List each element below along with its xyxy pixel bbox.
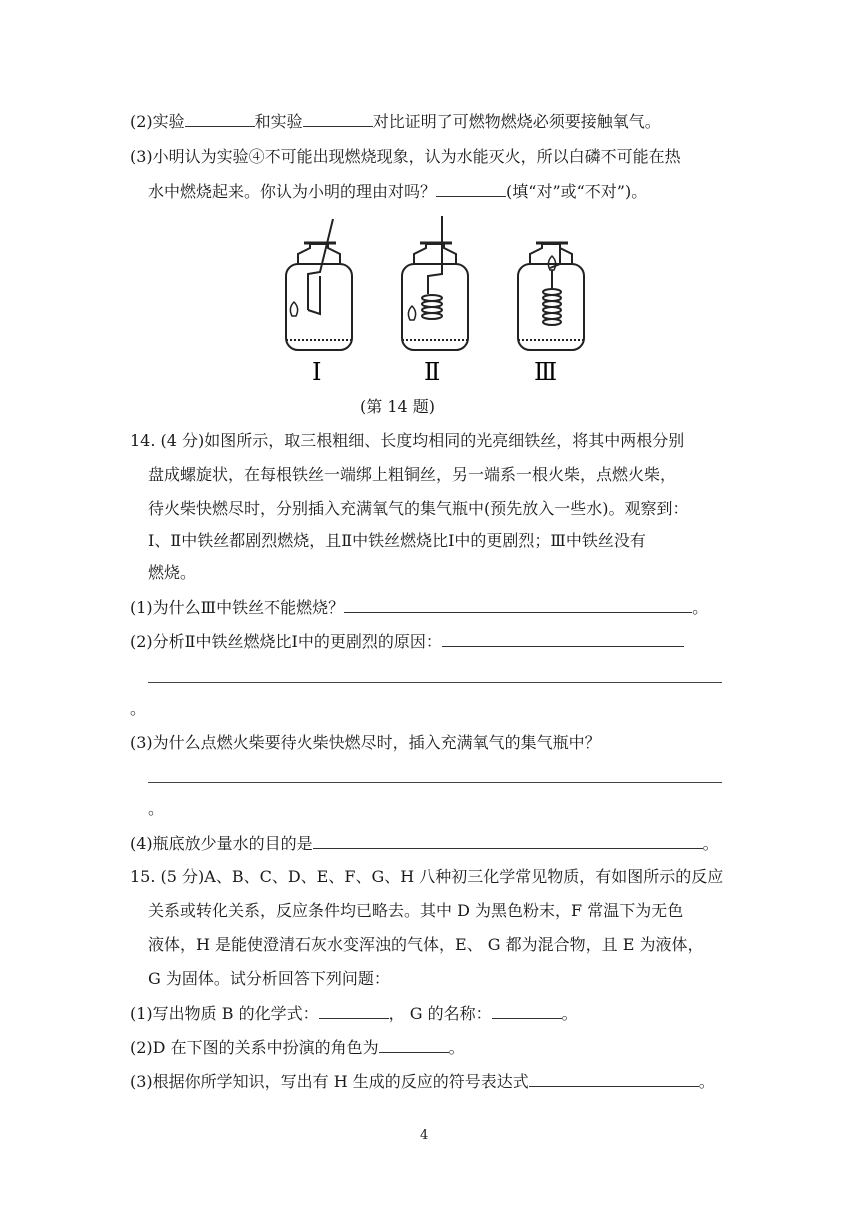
figure-label-3: Ⅲ — [534, 358, 558, 386]
answer-blank[interactable] — [379, 1036, 449, 1053]
answer-blank[interactable] — [319, 1002, 389, 1019]
q15-sub3: (3)根据你所学知识，写出有 H 生成的反应的符号表达式 。 — [130, 1072, 715, 1091]
q14-sub2-end: 。 — [130, 699, 147, 718]
gas-jar-figure — [268, 214, 588, 386]
q15-line1: 15. (5 分)A、B、C、D、E、F、G、H 八种初三化学常见物质，有如图所示的反应 — [130, 867, 724, 886]
jar-1-icon — [286, 219, 352, 350]
q13-part2: (2)实验 和实验 对比证明了可燃物燃烧必须要接触氧气。 — [130, 112, 661, 131]
q14-line1: 14. (4 分)如图所示，取三根粗细、长度均相同的光亮细铁丝，将其中两根分别 — [130, 431, 685, 450]
answer-line[interactable] — [148, 782, 722, 783]
answer-blank[interactable] — [529, 1070, 699, 1087]
q15-line2: 关系或转化关系，反应条件均已略去。其中 D 为黑色粉末，F 常温下为无色 — [148, 901, 684, 920]
q13-part3-line2: 水中燃烧起来。你认为小明的理由对吗？ (填“对”或“不对”)。 — [148, 182, 648, 201]
page-number: 4 — [420, 1128, 429, 1143]
jar-2-icon — [402, 216, 468, 350]
q14-sub2: (2)分析Ⅱ中铁丝燃烧比Ⅰ中的更剧烈的原因： — [130, 630, 684, 653]
figure-label-1: Ⅰ — [312, 358, 322, 386]
q13-part3-line1: (3)小明认为实验④不可能出现燃烧现象，认为水能灭火，所以白磷不可能在热 — [130, 147, 681, 166]
q15-sub2: (2)D 在下图的关系中扮演的角色为 。 — [130, 1038, 465, 1057]
q14-sub3-end: 。 — [148, 799, 165, 818]
answer-blank[interactable] — [436, 180, 506, 197]
q15-line3: 液体，H 是能使澄清石灰水变浑浊的气体，E、 G 都为混合物，且 E 为液体， — [148, 935, 704, 954]
figure-label-2: Ⅱ — [424, 358, 441, 386]
q14-line2: 盘成螺旋状，在每根铁丝一端绑上粗铜丝，另一端系一根火柴，点燃火柴， — [148, 465, 677, 484]
jar-3-icon — [518, 242, 584, 350]
answer-blank[interactable] — [185, 110, 255, 127]
q14-sub1: (1)为什么Ⅲ中铁丝不能燃烧？ 。 — [130, 598, 709, 617]
answer-blank[interactable] — [303, 110, 373, 127]
answer-blank[interactable] — [492, 1002, 562, 1019]
q14-sub4: (4)瓶底放少量水的目的是 。 — [130, 834, 719, 853]
q14-line4: Ⅰ、Ⅱ中铁丝都剧烈燃烧，且Ⅱ中铁丝燃烧比Ⅰ中的更剧烈；Ⅲ中铁丝没有 — [148, 531, 646, 550]
answer-blank[interactable] — [442, 630, 684, 647]
figure-caption: (第 14 题) — [360, 397, 436, 416]
q15-sub1: (1)写出物质 B 的化学式： ， G 的名称： 。 — [130, 1004, 578, 1023]
q14-line3: 待火柴快燃尽时，分别插入充满氧气的集气瓶中(预先放入一些水)。观察到： — [148, 499, 689, 518]
answer-blank[interactable] — [313, 832, 703, 849]
q14-line5: 燃烧。 — [148, 563, 197, 582]
q14-sub3: (3)为什么点燃火柴要待火柴快燃尽时，插入充满氧气的集气瓶中？ — [130, 733, 601, 752]
answer-blank[interactable] — [344, 596, 692, 613]
q15-line4: G 为固体。试分析回答下列问题： — [148, 969, 390, 988]
answer-line[interactable] — [148, 682, 722, 683]
